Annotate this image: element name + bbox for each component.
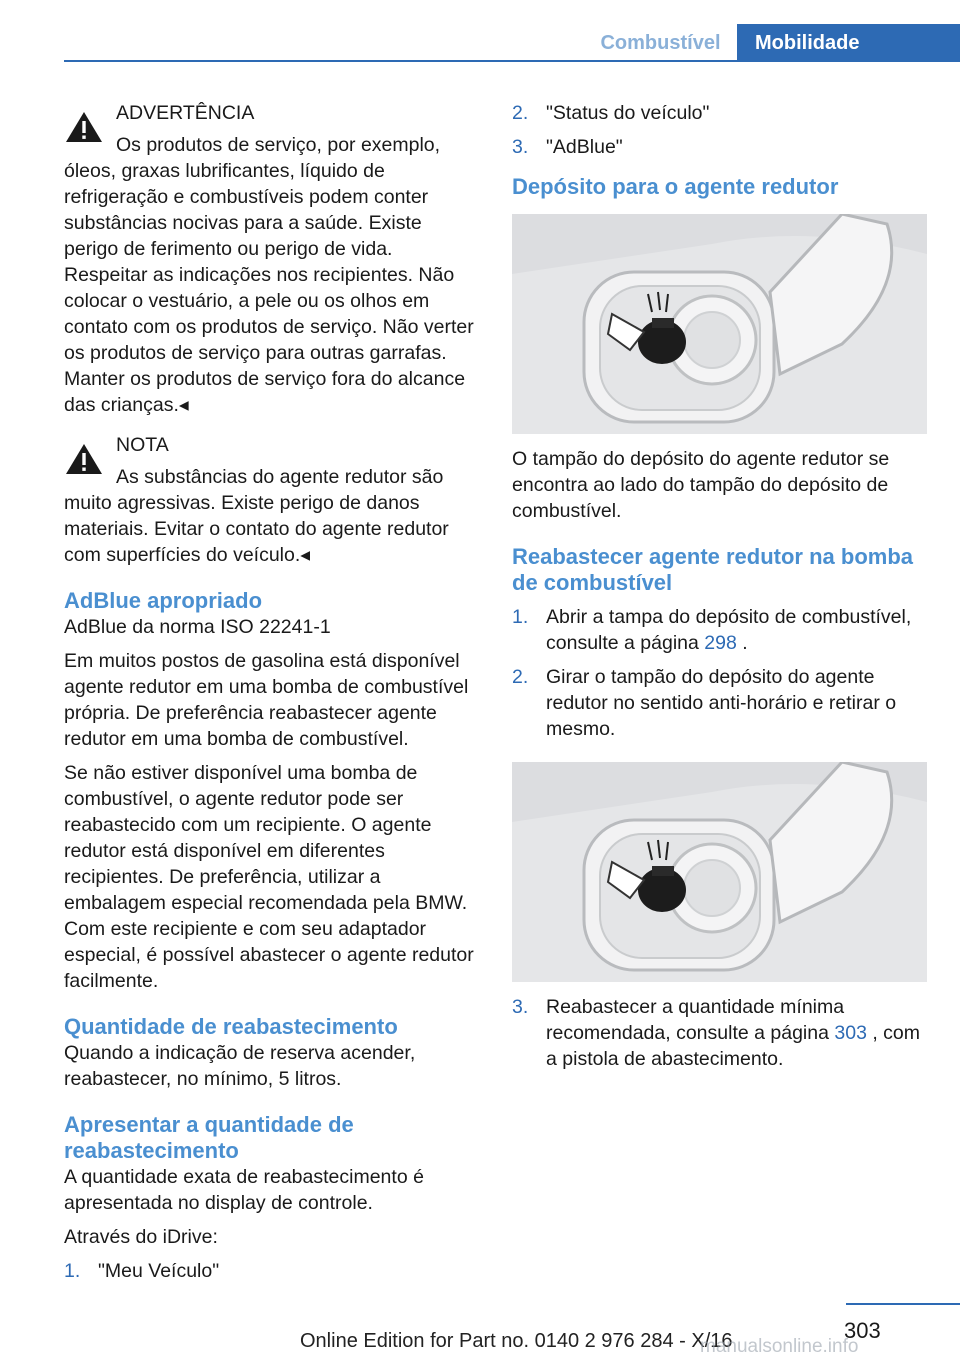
- section-heading-apresentar: Apresentar a quantidade de reabastecimento: [64, 1112, 354, 1163]
- section-heading-quantidade: Quantidade de reabastecimento: [64, 1014, 398, 1039]
- step-text: "Meu Veículo": [98, 1260, 220, 1282]
- list-item: [512, 994, 926, 1072]
- note-block: [64, 432, 478, 568]
- step-text-end: , com a pistola de abastecimento.: [546, 1022, 921, 1070]
- page-link-298[interactable]: 298: [704, 632, 737, 654]
- fuel-flap-illustration: [512, 762, 927, 982]
- tab-mobilidade[interactable]: Mobilidade: [737, 24, 960, 62]
- fuel-flap-figure: [512, 214, 927, 434]
- section-heading-reabastecer: Reabastecer agente redutor na bomba de combustível: [512, 544, 914, 595]
- warning-text: Os produtos de serviço, por exemplo, óleos, graxas lubrificantes, líquido de refrigeração e combustíveis podem conter substâncias nocivas para a saúde. Existe perigo de ferimento ou perigo de vida. Respeitar as indicações nos recipientes. Não colocar o vestuário, a pele ou os olhos em contato com os produtos de serviço. Não verter os produtos de serviço para outras garrafas. Manter os produtos de serviço fora do alcance das crianças.◂: [64, 134, 474, 416]
- page-number: 303: [844, 1318, 881, 1343]
- step-text: Abrir a tampa do depósito de combustível, consulte a página: [546, 606, 912, 654]
- warning-triangle-icon: [64, 442, 104, 476]
- list-item: [512, 100, 926, 126]
- section-heading-deposito: Depósito para o agente redutor: [512, 174, 839, 199]
- page-link-303[interactable]: 303: [834, 1022, 867, 1044]
- steps-list: [64, 1258, 478, 1284]
- steps-list: [512, 994, 926, 1072]
- section-heading-adblue: AdBlue apropriado: [64, 588, 263, 613]
- note-title: NOTA: [116, 434, 169, 456]
- edition-footer: Online Edition for Part no. 0140 2 976 284 - X/16: [300, 1330, 733, 1352]
- page-number-rule: [846, 1303, 960, 1305]
- step-text: Girar o tampão do depósito do agente redutor no sentido anti-horário e retirar o mesmo.: [546, 666, 897, 740]
- step-text: "Status do veículo": [546, 102, 710, 124]
- list-item: [64, 1258, 478, 1284]
- figure-caption: O tampão do depósito do agente redutor se encontra ao lado do tampão do depósito de combustível.: [512, 448, 890, 522]
- paragraph: A quantidade exata de reabastecimento é apresentada no display de controle.: [64, 1166, 424, 1214]
- step-number: 1.: [512, 606, 529, 628]
- list-item: [512, 664, 926, 742]
- warning-title: ADVERTÊNCIA: [116, 102, 255, 124]
- step-number: 3.: [512, 996, 529, 1018]
- steps-list: [512, 100, 926, 160]
- step-text: "AdBlue": [546, 136, 623, 158]
- step-text: Reabastecer a quantidade mínima recomendada, consulte a página: [546, 996, 845, 1044]
- warning-block: [64, 100, 478, 418]
- step-text-end: .: [736, 632, 748, 654]
- list-item: [512, 134, 926, 160]
- watermark: manualsonline.info: [700, 1336, 859, 1357]
- right-column: [512, 100, 926, 1072]
- left-column: [64, 100, 478, 1284]
- fuel-flap-illustration: [512, 214, 927, 434]
- paragraph: Em muitos postos de gasolina está disponível agente redutor em uma bomba de combustível própria. De preferência reabastecer agente redutor em uma bomba de combustível.: [64, 650, 469, 750]
- note-text: As substâncias do agente redutor são muito agressivas. Existe perigo de danos materiais. Evitar o contato do agente redutor com superfícies do veículo.◂: [64, 466, 449, 566]
- step-number: 2.: [512, 666, 529, 688]
- step-number: 1.: [64, 1260, 81, 1282]
- tab-combustivel[interactable]: Combustível: [600, 31, 721, 54]
- paragraph: Quando a indicação de reserva acender, reabastecer, no mínimo, 5 litros.: [64, 1042, 416, 1090]
- step-number: 2.: [512, 102, 529, 124]
- step-number: 3.: [512, 136, 529, 158]
- fuel-flap-figure-2: [512, 762, 927, 982]
- steps-list: [512, 604, 926, 742]
- list-item: [512, 604, 926, 656]
- paragraph: Se não estiver disponível uma bomba de combustível, o agente redutor pode ser reabastecido com um recipiente. O agente redutor está disponível em diferentes recipientes. De preferência, utilizar a embalagem especial recomendada pela BMW. Com este recipiente e com seu adaptador especial, é possível abastecer o agente redutor facilmente.: [64, 762, 474, 992]
- paragraph: Através do iDrive:: [64, 1226, 218, 1248]
- warning-triangle-icon: [64, 110, 104, 144]
- paragraph: AdBlue da norma ISO 22241-1: [64, 616, 331, 638]
